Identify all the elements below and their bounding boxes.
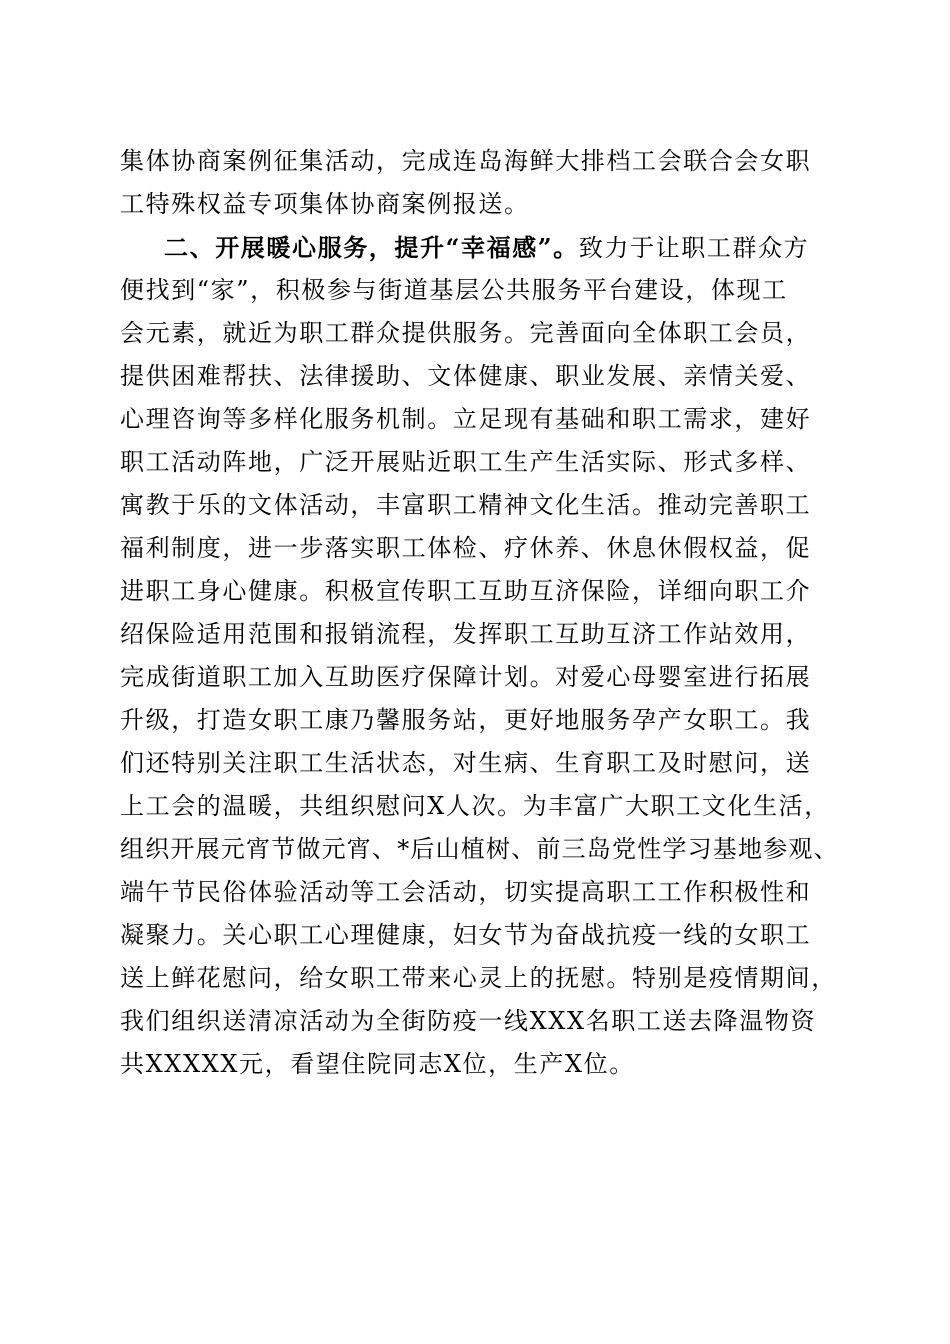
document-body [120,140,840,1086]
text-line: 完成街道职工加入互助医疗保障计划。对爱心母婴室进行拓展 [120,663,812,691]
section-heading-line [120,226,840,269]
text-line: 工特殊权益专项集体协商案例报送。 [120,190,530,218]
text-line: 集体协商案例征集活动，完成连岛海鲜大排档工会联合会女职 [120,147,812,175]
text-line: 绍保险适用范围和报销流程，发挥职工互助互济工作站效用， [120,620,812,648]
text-line: 送上鲜花慰问，给女职工带来心灵上的抚慰。特别是疫情期间， [120,964,837,992]
text-line: 福利制度，进一步落实职工体检、疗休养、休息休假权益，促 [120,534,812,562]
text-line: 寓教于乐的文体活动，丰富职工精神文化生活。推动完善职工 [120,491,812,519]
text-line: 们还特别关注职工生活状态，对生病、生育职工及时慰问，送 [120,749,812,777]
text-line: 会元素，就近为职工群众提供服务。完善面向全体职工会员， [120,319,812,347]
text-line: 心理咨询等多样化服务机制。立足现有基础和职工需求，建好 [120,405,812,433]
text-line: 升级，打造女职工康乃馨服务站，更好地服务孕产女职工。我 [120,706,812,734]
text-line: 端午节民俗体验活动等工会活动，切实提高职工工作积极性和 [120,878,812,906]
text-line: 组织开展元宵节做元宵、*后山植树、前三岛党性学习基地参观、 [120,835,839,863]
text-line: 便找到“家”，积极参与街道基层公共服务平台建设，体现工 [120,276,788,304]
section-heading: 二、开展暖心服务，提升“幸福感”。 [164,233,579,262]
text-line: 凝聚力。关心职工心理健康，妇女节为奋战抗疫一线的女职工 [120,921,812,949]
text-line: 进职工身心健康。积极宣传职工互助互济保险，详细向职工介 [120,577,812,605]
heading-line-text: 致力于让职工群众方 [578,234,810,262]
text-line: 上工会的温暖，共组织慰问X人次。为丰富广大职工文化生活， [120,792,830,820]
text-line: 我们组织送清凉活动为全街防疫一线XXX名职工送去降温物资 [120,1007,817,1035]
text-line: 提供困难帮扶、法律援助、文体健康、职业发展、亲情关爱、 [120,362,812,390]
text-line: 共XXXXX元，看望住院同志X位，生产X位。 [120,1050,635,1078]
text-line: 职工活动阵地，广泛开展贴近职工生产生活实际、形式多样、 [120,448,812,476]
